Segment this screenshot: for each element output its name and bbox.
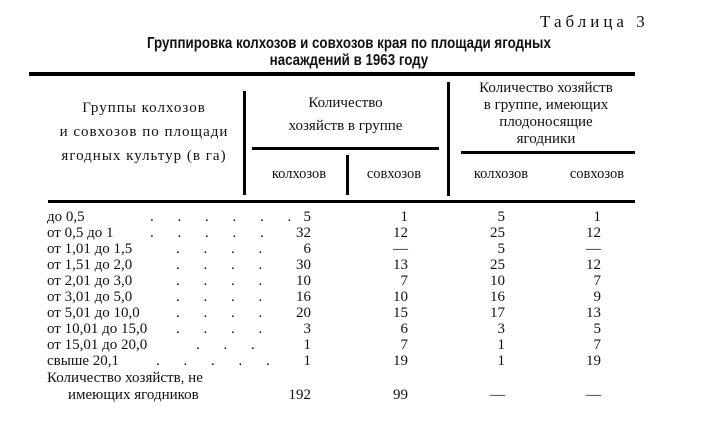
group1-col1-header: колхозов xyxy=(271,166,327,182)
group2-col2-header: совхозов xyxy=(569,166,625,182)
cell-kolkhoz-total: 20 xyxy=(296,305,311,321)
row-label-line-2: имеющих ягодников xyxy=(68,387,199,403)
cell-sovkhoz-bearing: 7 xyxy=(593,273,601,289)
group2-header-line-4: ягодники xyxy=(516,131,576,147)
group2-subheader-rule xyxy=(461,151,635,154)
cell-kolkhoz-bearing: 5 xyxy=(497,241,505,257)
row-label: от 0,5 до 1 xyxy=(47,225,114,241)
leader-dots: . . . . . xyxy=(156,353,280,369)
row-label: свыше 20,1 xyxy=(47,353,120,369)
table-title-line-1: Группировка колхозов и совхозов края по площади ягодных xyxy=(146,35,551,52)
cell-sovkhoz-total: 19 xyxy=(393,353,408,369)
table-row xyxy=(0,289,704,305)
cell-kolkhoz-bearing: 10 xyxy=(490,273,505,289)
row-label: от 1,51 до 2,0 xyxy=(47,257,133,273)
cell-sovkhoz-bearing: — xyxy=(586,387,601,403)
row-label: от 2,01 до 3,0 xyxy=(47,273,133,289)
cell-sovkhoz-total: 15 xyxy=(393,305,408,321)
cell-kolkhoz-total: 32 xyxy=(296,225,311,241)
table-row xyxy=(0,337,704,353)
table-row xyxy=(0,241,704,257)
leader-dots: . . . . xyxy=(176,257,273,273)
group1-subheader-rule xyxy=(252,147,439,150)
cell-sovkhoz-bearing: 13 xyxy=(586,305,601,321)
cell-kolkhoz-bearing: 1 xyxy=(497,337,505,353)
cell-sovkhoz-bearing: — xyxy=(586,241,601,257)
row-label-line-1: Количество хозяйств, не xyxy=(47,370,203,386)
row-label: от 10,01 до 15,0 xyxy=(47,321,148,337)
row-label: от 1,01 до 1,5 xyxy=(47,241,133,257)
group2-header xyxy=(456,80,636,148)
table-row xyxy=(0,225,704,241)
leader-dots: . . . . xyxy=(176,273,273,289)
cell-kolkhoz-total: 30 xyxy=(296,257,311,273)
table-row xyxy=(0,321,704,337)
cell-sovkhoz-total: 6 xyxy=(400,321,408,337)
group2-header-line-3: плодоносящие xyxy=(499,114,593,130)
leader-dots: . . . . xyxy=(176,305,273,321)
cell-sovkhoz-bearing: 12 xyxy=(586,225,601,241)
leader-dots: . . . xyxy=(196,337,265,353)
row-label: до 0,5 xyxy=(47,209,85,225)
row-label-no-berries xyxy=(47,370,203,404)
cell-sovkhoz-bearing: 5 xyxy=(593,321,601,337)
table-row xyxy=(0,273,704,289)
table-row xyxy=(0,209,704,225)
cell-sovkhoz-total: 7 xyxy=(400,273,408,289)
cell-sovkhoz-total: 99 xyxy=(393,387,408,403)
row-label: от 15,01 до 20,0 xyxy=(47,337,148,353)
cell-sovkhoz-bearing: 12 xyxy=(586,257,601,273)
stub-header xyxy=(44,96,244,168)
leader-dots: . . . . . . xyxy=(150,209,302,225)
cell-kolkhoz-total: 1 xyxy=(303,353,311,369)
cell-sovkhoz-total: 10 xyxy=(393,289,408,305)
cell-sovkhoz-bearing: 1 xyxy=(593,209,601,225)
group1-header-line-2: хозяйств в группе xyxy=(288,118,403,134)
cell-sovkhoz-total: 13 xyxy=(393,257,408,273)
cell-sovkhoz-bearing: 19 xyxy=(586,353,601,369)
cell-kolkhoz-bearing: 3 xyxy=(497,321,505,337)
row-label: от 3,01 до 5,0 xyxy=(47,289,133,305)
cell-sovkhoz-total: — xyxy=(393,241,408,257)
stub-header-line-1: Группы колхозов xyxy=(82,100,206,116)
leader-dots: . . . . . xyxy=(150,225,274,241)
vertical-divider-group2 xyxy=(447,82,450,196)
group1-col2-header: совхозов xyxy=(366,166,422,182)
cell-sovkhoz-total: 1 xyxy=(400,209,408,225)
group2-header-line-1: Количество хозяйств xyxy=(479,80,613,96)
row-label: от 5,01 до 10,0 xyxy=(47,305,140,321)
table-row xyxy=(0,257,704,273)
cell-sovkhoz-bearing: 7 xyxy=(593,337,601,353)
group1-header-line-1: Количество xyxy=(308,95,383,111)
table-row xyxy=(0,305,704,321)
cell-sovkhoz-total: 7 xyxy=(400,337,408,353)
leader-dots: . . . . xyxy=(176,241,273,257)
top-rule xyxy=(29,72,635,76)
cell-kolkhoz-bearing: 16 xyxy=(490,289,505,305)
cell-kolkhoz-total: 10 xyxy=(296,273,311,289)
cell-kolkhoz-bearing: — xyxy=(490,387,505,403)
cell-sovkhoz-total: 12 xyxy=(393,225,408,241)
table-title-line-2: насаждений в 1963 году xyxy=(269,52,429,69)
cell-kolkhoz-bearing: 25 xyxy=(490,257,505,273)
leader-dots: . . . . xyxy=(176,289,273,305)
header-bottom-rule xyxy=(48,200,635,203)
cell-kolkhoz-total: 16 xyxy=(296,289,311,305)
cell-kolkhoz-total: 5 xyxy=(303,209,311,225)
cell-kolkhoz-bearing: 17 xyxy=(490,305,505,321)
leader-dots: . . . . xyxy=(176,321,273,337)
cell-kolkhoz-total: 3 xyxy=(303,321,311,337)
cell-kolkhoz-bearing: 25 xyxy=(490,225,505,241)
cell-kolkhoz-bearing: 5 xyxy=(497,209,505,225)
stub-header-line-2: и совхозов по площади xyxy=(59,124,229,140)
table-row-no-berries xyxy=(0,369,704,409)
table-title xyxy=(46,35,651,69)
table-row xyxy=(0,353,704,369)
cell-kolkhoz-total: 1 xyxy=(303,337,311,353)
cell-kolkhoz-total: 6 xyxy=(303,241,311,257)
cell-kolkhoz-bearing: 1 xyxy=(497,353,505,369)
group2-col1-header: колхозов xyxy=(473,166,529,182)
group2-header-line-2: в группе, имеющих xyxy=(483,97,609,113)
stub-header-line-3: ягодных культур (в га) xyxy=(61,148,227,164)
table-number-label: Таблица 3 xyxy=(540,12,649,31)
group1-header xyxy=(252,92,439,138)
cell-sovkhoz-bearing: 9 xyxy=(593,289,601,305)
cell-kolkhoz-total: 192 xyxy=(288,387,311,403)
